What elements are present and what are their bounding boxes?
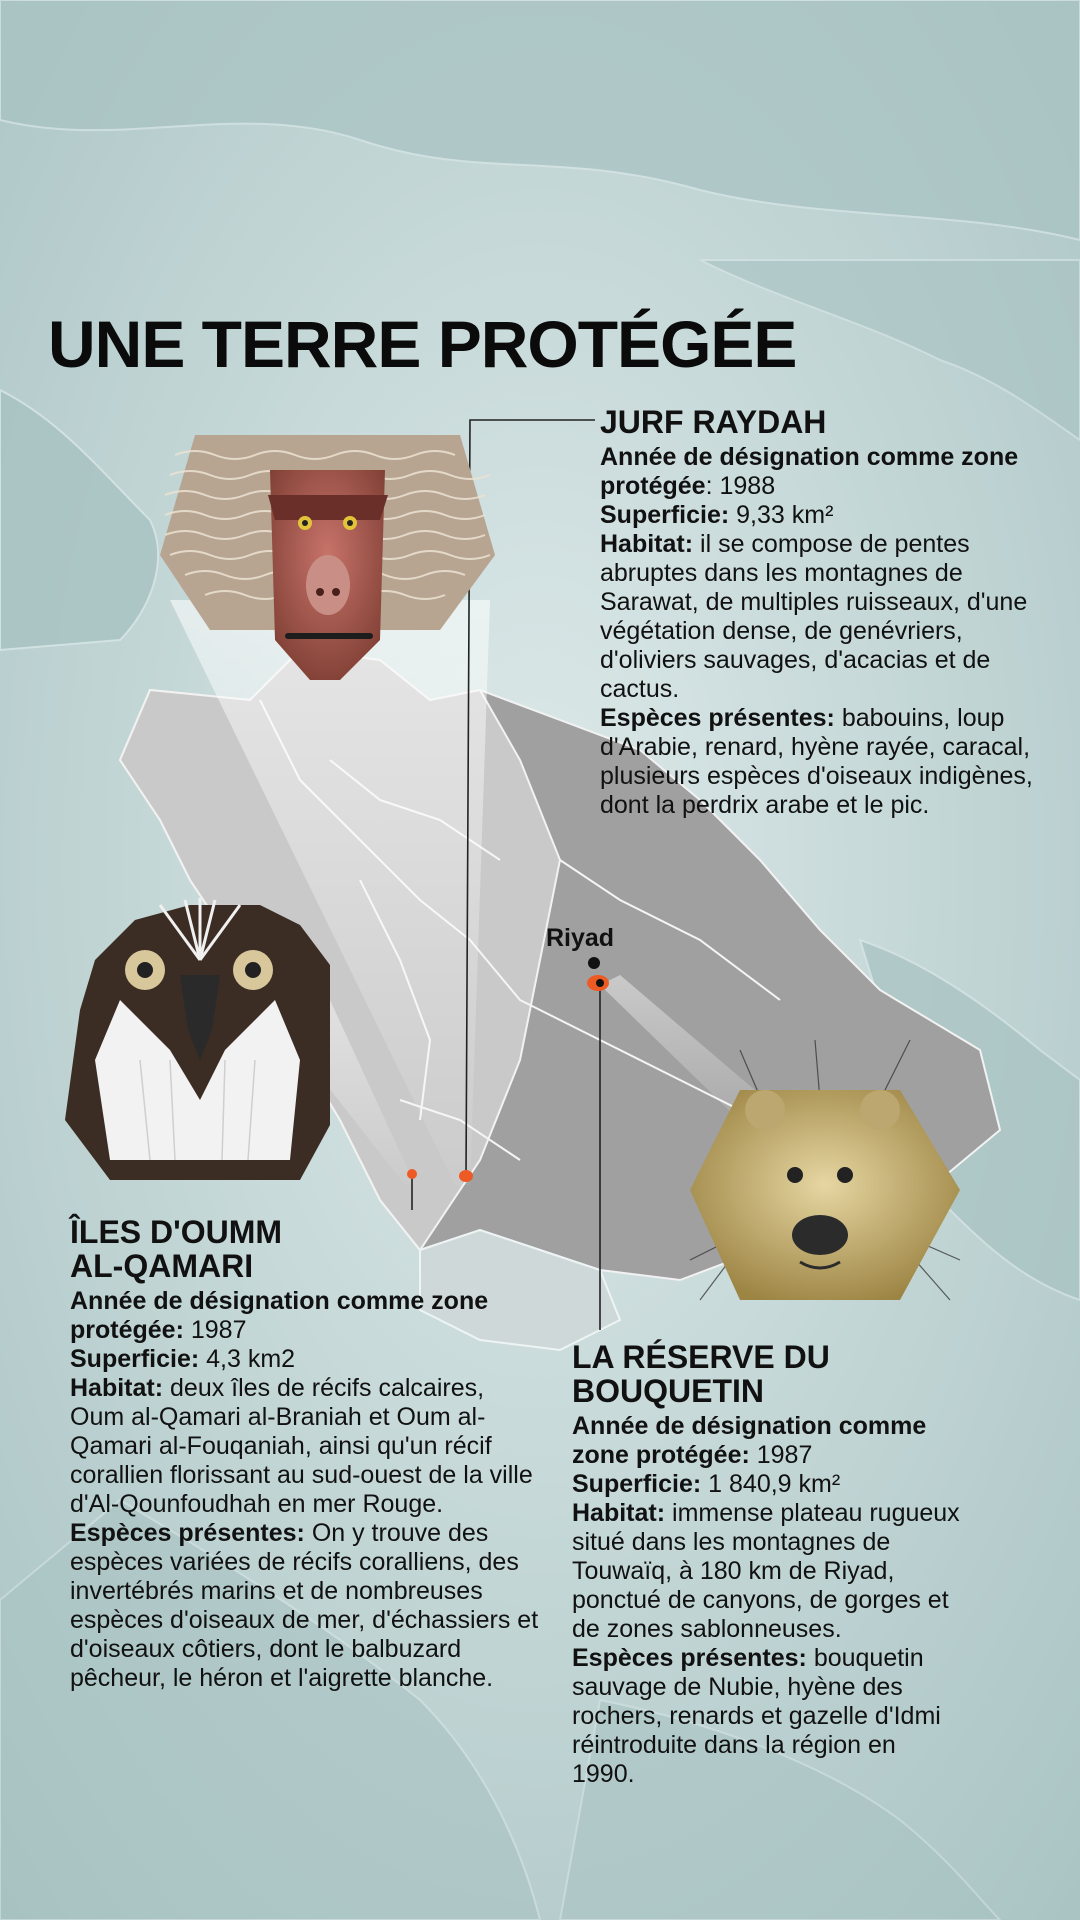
reserve-area: Superficie: 1 840,9 km² <box>572 1470 841 1498</box>
reserve-year: Année de désignation comme zone protégée: 1988 <box>600 443 1019 500</box>
city-label-riyad: Riyad <box>546 924 615 952</box>
page-title: UNE TERRE PROTÉGÉE <box>48 307 797 381</box>
marker-jurf <box>459 1170 473 1182</box>
reserve-year: Année de désignation comme zone protégée: 1987 <box>70 1287 489 1344</box>
reserve-oumm-al-qamari <box>70 1215 540 1693</box>
reserve-species: Espèces présentes: babouins, loup d'Arabie, renard, hyène rayée, caracal, plusieurs espèces d'oiseaux indigènes, dont la perdrix arabe et le pic. <box>600 704 1033 819</box>
reserve-habitat: Habitat: immense plateau rugueux situé dans les montagnes de Touwaïq, à 180 km de Riyad, ponctué de canyons, de gorges et de zones sablonneuses. <box>572 1499 960 1643</box>
reserve-area: Superficie: 9,33 km² <box>600 501 834 529</box>
reserve-name: JURF RAYDAH <box>600 404 827 440</box>
marker-bouquetin-dot <box>596 979 604 987</box>
reserve-bouquetin <box>572 1340 962 1789</box>
reserve-jurf-raydah <box>600 405 1050 820</box>
reserve-area: Superficie: 4,3 km2 <box>70 1345 296 1373</box>
city-marker-riyad <box>588 957 600 969</box>
reserve-species: Espèces présentes: On y trouve des espèces variées de récifs coralliens, des invertébrés marins et de nombreuses espèces d'oiseaux de mer, d'échassiers et d'oiseaux côtiers, dont le balbuzard pêcheur, le héron et l'aigrette blanche. <box>70 1519 539 1692</box>
reserve-species: Espèces présentes: bouquetin sauvage de Nubie, hyène des rochers, renards et gazelle d'Idmi réintroduite dans la région en 1990. <box>572 1644 941 1788</box>
reserve-habitat: Habitat: il se compose de pentes abruptes dans les montagnes de Sarawat, de multiples ruisseaux, d'une végétation dense, de genévriers, d'oliviers sauvages, d'acacias et de cactus. <box>600 530 1028 703</box>
reserve-name: LA RÉSERVE DU BOUQUETIN <box>572 1339 830 1409</box>
reserve-name: ÎLES D'OUMM AL-QAMARI <box>70 1214 283 1284</box>
marker-oumm <box>407 1169 417 1179</box>
reserve-habitat: Habitat: deux îles de récifs calcaires, Oum al-Qamari al-Braniah et Oum al-Qamari al-Fouqaniah, ainsi qu'un récif corallien florissant au sud-ouest de la ville d'Al-Qounfoudhah en mer Rouge. <box>70 1374 533 1518</box>
reserve-year: Année de désignation comme zone protégée: 1987 <box>572 1412 927 1469</box>
